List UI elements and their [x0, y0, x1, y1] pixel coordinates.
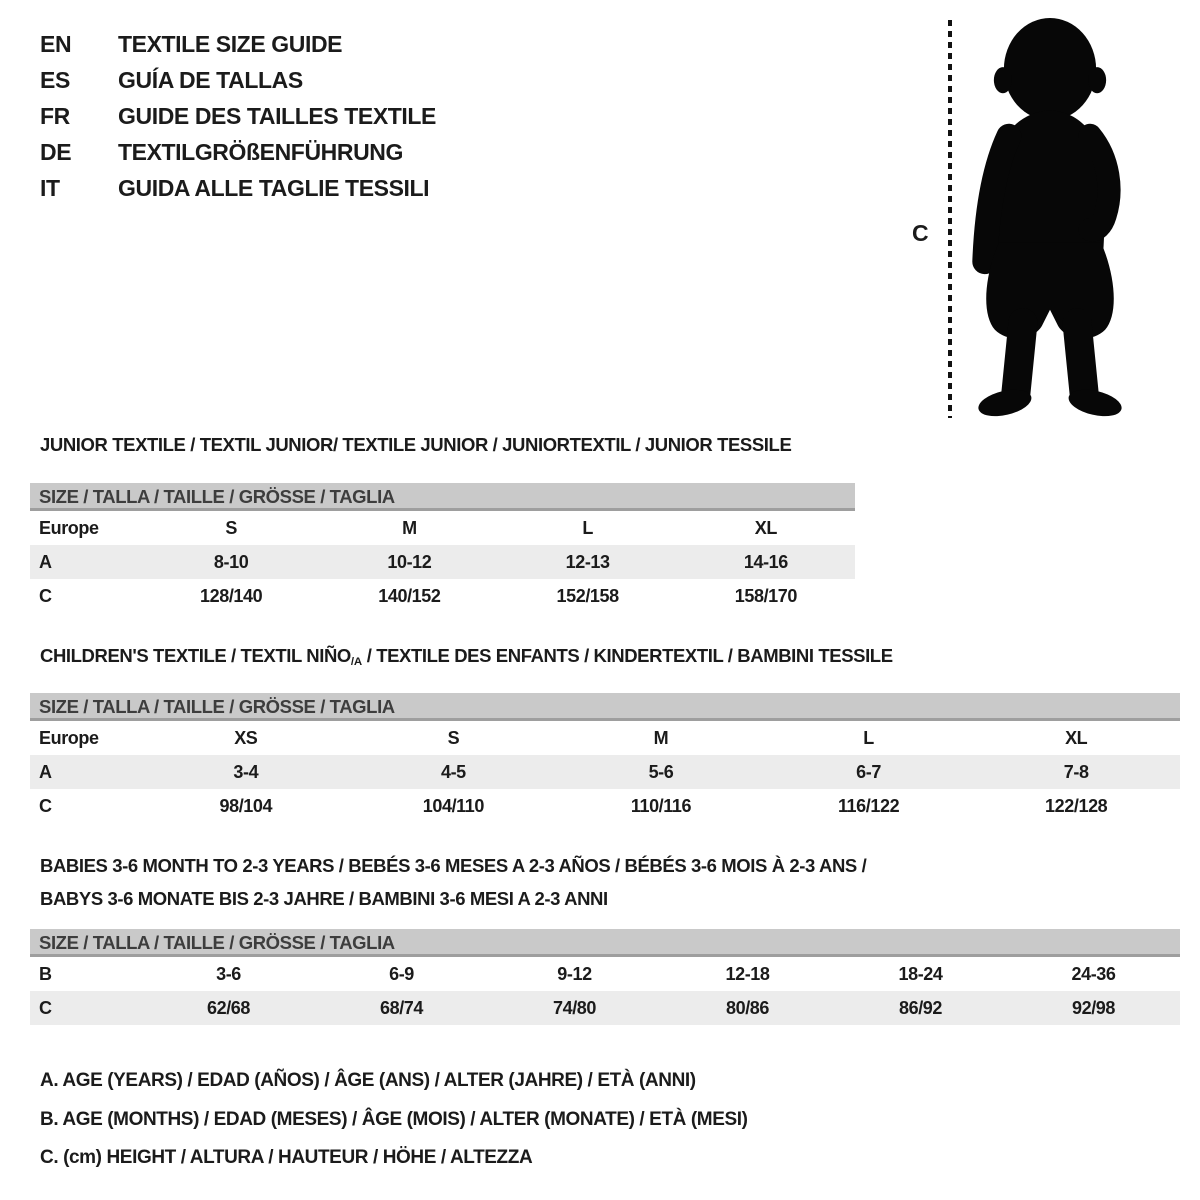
cell: 6-7 [856, 761, 881, 782]
cell: 18-24 [898, 963, 943, 984]
row-label: A [39, 551, 52, 572]
language-row-de [40, 134, 436, 170]
language-title: GUIDE DES TAILLES TEXTILE [118, 102, 436, 129]
size-table-babies [30, 929, 1180, 1025]
row-label: A [39, 761, 52, 782]
section-heading-children [40, 645, 893, 668]
section-heading-junior: JUNIOR TEXTILE / TEXTIL JUNIOR/ TEXTILE JUNIOR / JUNIORTEXTIL / JUNIOR TESSILE [40, 434, 792, 455]
measure-label-c: C [912, 220, 929, 246]
cell: 152/158 [556, 585, 619, 606]
row-label: B [39, 963, 52, 984]
cell: 98/104 [219, 795, 273, 816]
cell: 62/68 [206, 997, 251, 1018]
table-row-age-months [30, 957, 1180, 991]
cell: M [402, 517, 417, 538]
heading-part: CHILDREN'S TEXTILE / TEXTIL NIÑO [40, 645, 351, 666]
table-row-height [30, 579, 855, 613]
cell: 5-6 [648, 761, 674, 782]
cell: 68/74 [379, 997, 424, 1018]
table-row-europe [30, 721, 1180, 755]
table-row-europe [30, 511, 855, 545]
section-heading-babies-line2: BABYS 3-6 MONATE BIS 2-3 JAHRE / BAMBINI 3-6 MESI A 2-3 ANNI [40, 888, 608, 909]
cell: 8-10 [213, 551, 249, 572]
size-header-bar: SIZE / TALLA / TAILLE / GRÖSSE / TAGLIA [30, 693, 1180, 721]
row-label: Europe [39, 517, 99, 538]
cell: 86/92 [898, 997, 943, 1018]
row-label: C [39, 795, 52, 816]
cell: 4-5 [440, 761, 466, 782]
language-title: TEXTILE SIZE GUIDE [118, 30, 343, 57]
cell: 140/152 [378, 585, 441, 606]
heading-part: / TEXTILE DES ENFANTS / KINDERTEXTIL / BAMBINI TESSILE [362, 645, 893, 666]
cell: 80/86 [725, 997, 770, 1018]
cell: 122/128 [1045, 795, 1108, 816]
toddler-silhouette [958, 14, 1144, 420]
cell: 3-6 [216, 963, 241, 984]
language-code: IT [40, 174, 60, 201]
language-title: GUIDA ALLE TAGLIE TESSILI [118, 174, 430, 201]
cell: 104/110 [422, 795, 485, 816]
size-table-junior [30, 483, 855, 613]
cell: 74/80 [552, 997, 597, 1018]
size-header-bar: SIZE / TALLA / TAILLE / GRÖSSE / TAGLIA [30, 483, 855, 511]
cell: S [225, 517, 237, 538]
note-age-months: B. AGE (MONTHS) / EDAD (MESES) / ÂGE (MOIS) / ALTER (MONATE) / ETÀ (MESI) [40, 1109, 748, 1130]
table-row-age-years [30, 545, 855, 579]
cell: 128/140 [199, 585, 263, 606]
cell: 110/116 [630, 795, 692, 816]
cell: 158/170 [734, 585, 797, 606]
note-height-cm: C. (cm) HEIGHT / ALTURA / HAUTEUR / HÖHE / ALTEZZA [40, 1147, 533, 1168]
cell: S [447, 727, 460, 748]
cell: XS [234, 727, 258, 748]
size-header-bar: SIZE / TALLA / TAILLE / GRÖSSE / TAGLIA [30, 929, 1180, 957]
note-age-years: A. AGE (YEARS) / EDAD (AÑOS) / ÂGE (ANS) / ALTER (JAHRE) / ETÀ (ANNI) [40, 1070, 696, 1091]
language-code: ES [40, 66, 70, 93]
language-row-it [40, 170, 436, 206]
language-code: DE [40, 138, 72, 165]
cell: M [653, 727, 669, 748]
cell: 3-4 [233, 761, 259, 782]
cell: L [863, 727, 874, 748]
cell: 7-8 [1063, 761, 1089, 782]
row-label: C [39, 585, 52, 606]
cell: XL [1065, 727, 1088, 748]
language-header [40, 26, 436, 206]
language-title: GUÍA DE TALLAS [118, 66, 303, 93]
cell: 6-9 [389, 963, 414, 984]
row-label: Europe [39, 727, 99, 748]
section-heading-babies-line1: BABIES 3-6 MONTH TO 2-3 YEARS / BEBÉS 3-6 MESES A 2-3 AÑOS / BÉBÉS 3-6 MOIS À 2-3 ANS / [40, 855, 867, 876]
cell: 12-13 [565, 551, 610, 572]
language-title: TEXTILGRÖßENFÜHRUNG [118, 138, 403, 165]
language-code: FR [40, 102, 70, 129]
cell: 10-12 [387, 551, 432, 572]
size-table-children [30, 693, 1180, 823]
cell: 116/122 [837, 795, 900, 816]
cell: 12-18 [725, 963, 770, 984]
table-row-age-years [30, 755, 1180, 789]
table-row-height [30, 991, 1180, 1025]
language-row-en [40, 26, 436, 62]
table-row-height [30, 789, 1180, 823]
language-code: EN [40, 30, 72, 57]
row-label: C [39, 997, 52, 1018]
height-measure-dashed-line [948, 20, 952, 418]
cell: L [582, 517, 593, 538]
cell: 14-16 [743, 551, 788, 572]
cell: XL [754, 517, 777, 538]
language-row-fr [40, 98, 436, 134]
language-row-es [40, 62, 436, 98]
cell: 92/98 [1071, 997, 1116, 1018]
cell: 9-12 [557, 963, 592, 984]
heading-part-subscript: /A [350, 656, 362, 669]
cell: 24-36 [1071, 963, 1116, 984]
